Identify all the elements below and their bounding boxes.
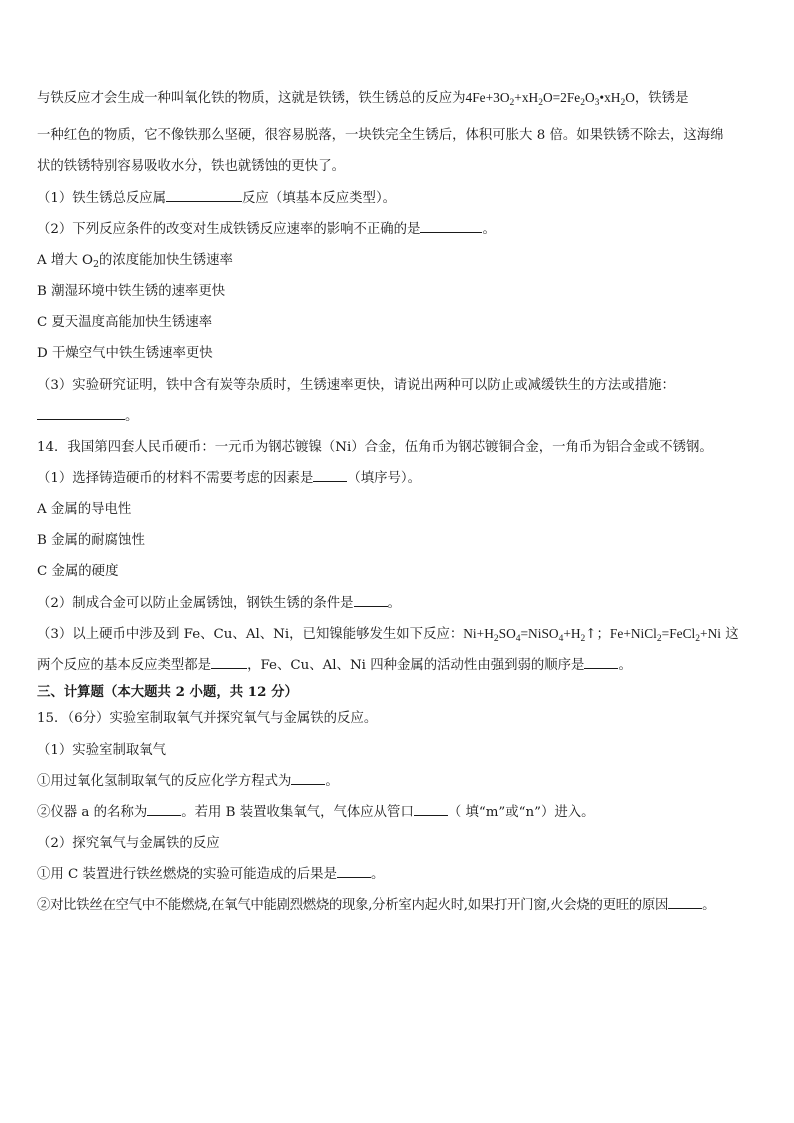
q13-sub1: （1）铁生锈总反应属 反应（填基本反应类型）。 — [37, 187, 396, 206]
intro-line-1 — [37, 87, 688, 108]
q15-part2-item2: ②对比铁丝在空气中不能燃烧,在氧气中能剧烈燃烧的现象,分析室内起火时,如果打开门窗,火会烧的更旺的原因 。 — [37, 894, 715, 913]
q13-option-d: D 干燥空气中铁生锈速率更快 — [37, 346, 213, 361]
q14-stem: 14．我国第四套人民币硬币：一元币为钢芯镀镍（Ni）合金，伍角币为钢芯镀铜合金，一角币为铝合金或不锈钢。 — [37, 440, 713, 455]
q13-option-c: C 夏天温度高能加快生锈速率 — [37, 315, 213, 330]
reaction-2: Fe+NiCl$_2$=FeCl$_2$+Ni — [609, 626, 721, 644]
intro-line-2: 一种红色的物质，它不像铁那么坚硬，很容易脱落，一块铁完全生锈后，体积可胀大 8 倍。如果铁锈不除去，这海绵 — [37, 128, 724, 143]
q15-part2-item1: ①用 C 装置进行铁丝燃烧的实验可能造成的后果是 。 — [37, 863, 384, 882]
answer-blank[interactable] — [37, 405, 125, 420]
q15-part1: （1）实验室制取氧气 — [37, 743, 167, 758]
answer-blank[interactable] — [584, 654, 618, 669]
rust-equation: $4Fe+3O_2+xH_2O=2Fe_2O_3•xH_2O$ — [465, 90, 635, 108]
answer-blank[interactable] — [354, 592, 388, 607]
answer-blank[interactable] — [147, 801, 181, 816]
answer-blank[interactable] — [668, 894, 702, 909]
section-heading: 三、计算题（本大题共 2 小题，共 12 分） — [37, 684, 298, 700]
q14-sub1: （1）选择铸造硬币的材料不需要考虑的因素是 （填序号）。 — [37, 467, 421, 486]
q13-option-b: B 潮湿环境中铁生锈的速率更快 — [37, 284, 226, 299]
q13-sub2: （2）下列反应条件的改变对生成铁锈反应速率的影响不正确的是 。 — [37, 218, 496, 237]
answer-blank[interactable] — [414, 801, 448, 816]
q15-part1-item2: ②仪器 a 的名称为 。若用 B 装置收集氧气，气体应从管口 （ 填“m”或“n”）进入。 — [37, 801, 595, 820]
q15-part1-item1: ①用过氧化氢制取氧气的反应化学方程式为 。 — [37, 770, 339, 789]
q14-option-b: B 金属的耐腐蚀性 — [37, 533, 145, 548]
intro-text: 与铁反应才会生成一种叫氧化铁的物质，这就是铁锈，铁生锈总的反应为 — [37, 91, 466, 106]
answer-blank[interactable] — [420, 218, 482, 233]
answer-blank[interactable] — [291, 770, 325, 785]
intro-line-3: 状的铁锈特别容易吸收水分，铁也就锈蚀的更快了。 — [37, 159, 345, 174]
q13-option-a: A 增大 $O_2$的浓度能加快生锈速率 — [37, 253, 233, 270]
q14-option-a: A 金属的导电性 — [37, 502, 132, 517]
q14-option-c: C 金属的硬度 — [37, 564, 119, 579]
answer-blank[interactable] — [337, 863, 371, 878]
q15-part2: （2）探究氧气与金属铁的反应 — [37, 836, 220, 851]
answer-blank[interactable] — [211, 654, 247, 669]
q15-stem: 15．（6分）实验室制取氧气并探究氧气与金属铁的反应。 — [37, 711, 378, 726]
q14-sub2: （2）制成合金可以防止金属锈蚀，钢铁生锈的条件是 。 — [37, 592, 401, 611]
q13-sub3: （3）实验研究证明，铁中含有炭等杂质时，生锈速率更快，请说出两种可以防止或减缓铁生的方法或措施： — [37, 378, 675, 393]
q14-sub3-line2: 两个反应的基本反应类型都是 ，Fe、Cu、Al、Ni 四种金属的活动性由强到弱的顺序是 。 — [37, 654, 632, 673]
q14-sub3: （3）以上硬币中涉及到 Fe、Cu、Al、Ni，已知镍能够发生如下反应：$Ni+H_2SO_4=NiSO_4+H_2↑$；Fe+NiCl$_2$=FeCl$_2$+Ni 这 — [37, 626, 739, 644]
q13-sub3-answer: 。 — [37, 405, 138, 424]
intro-text-end: ，铁锈是 — [634, 91, 689, 106]
reaction-1: $Ni+H_2SO_4=NiSO_4+H_2$ — [463, 626, 586, 644]
answer-blank[interactable] — [166, 187, 242, 202]
answer-blank[interactable] — [313, 467, 347, 482]
